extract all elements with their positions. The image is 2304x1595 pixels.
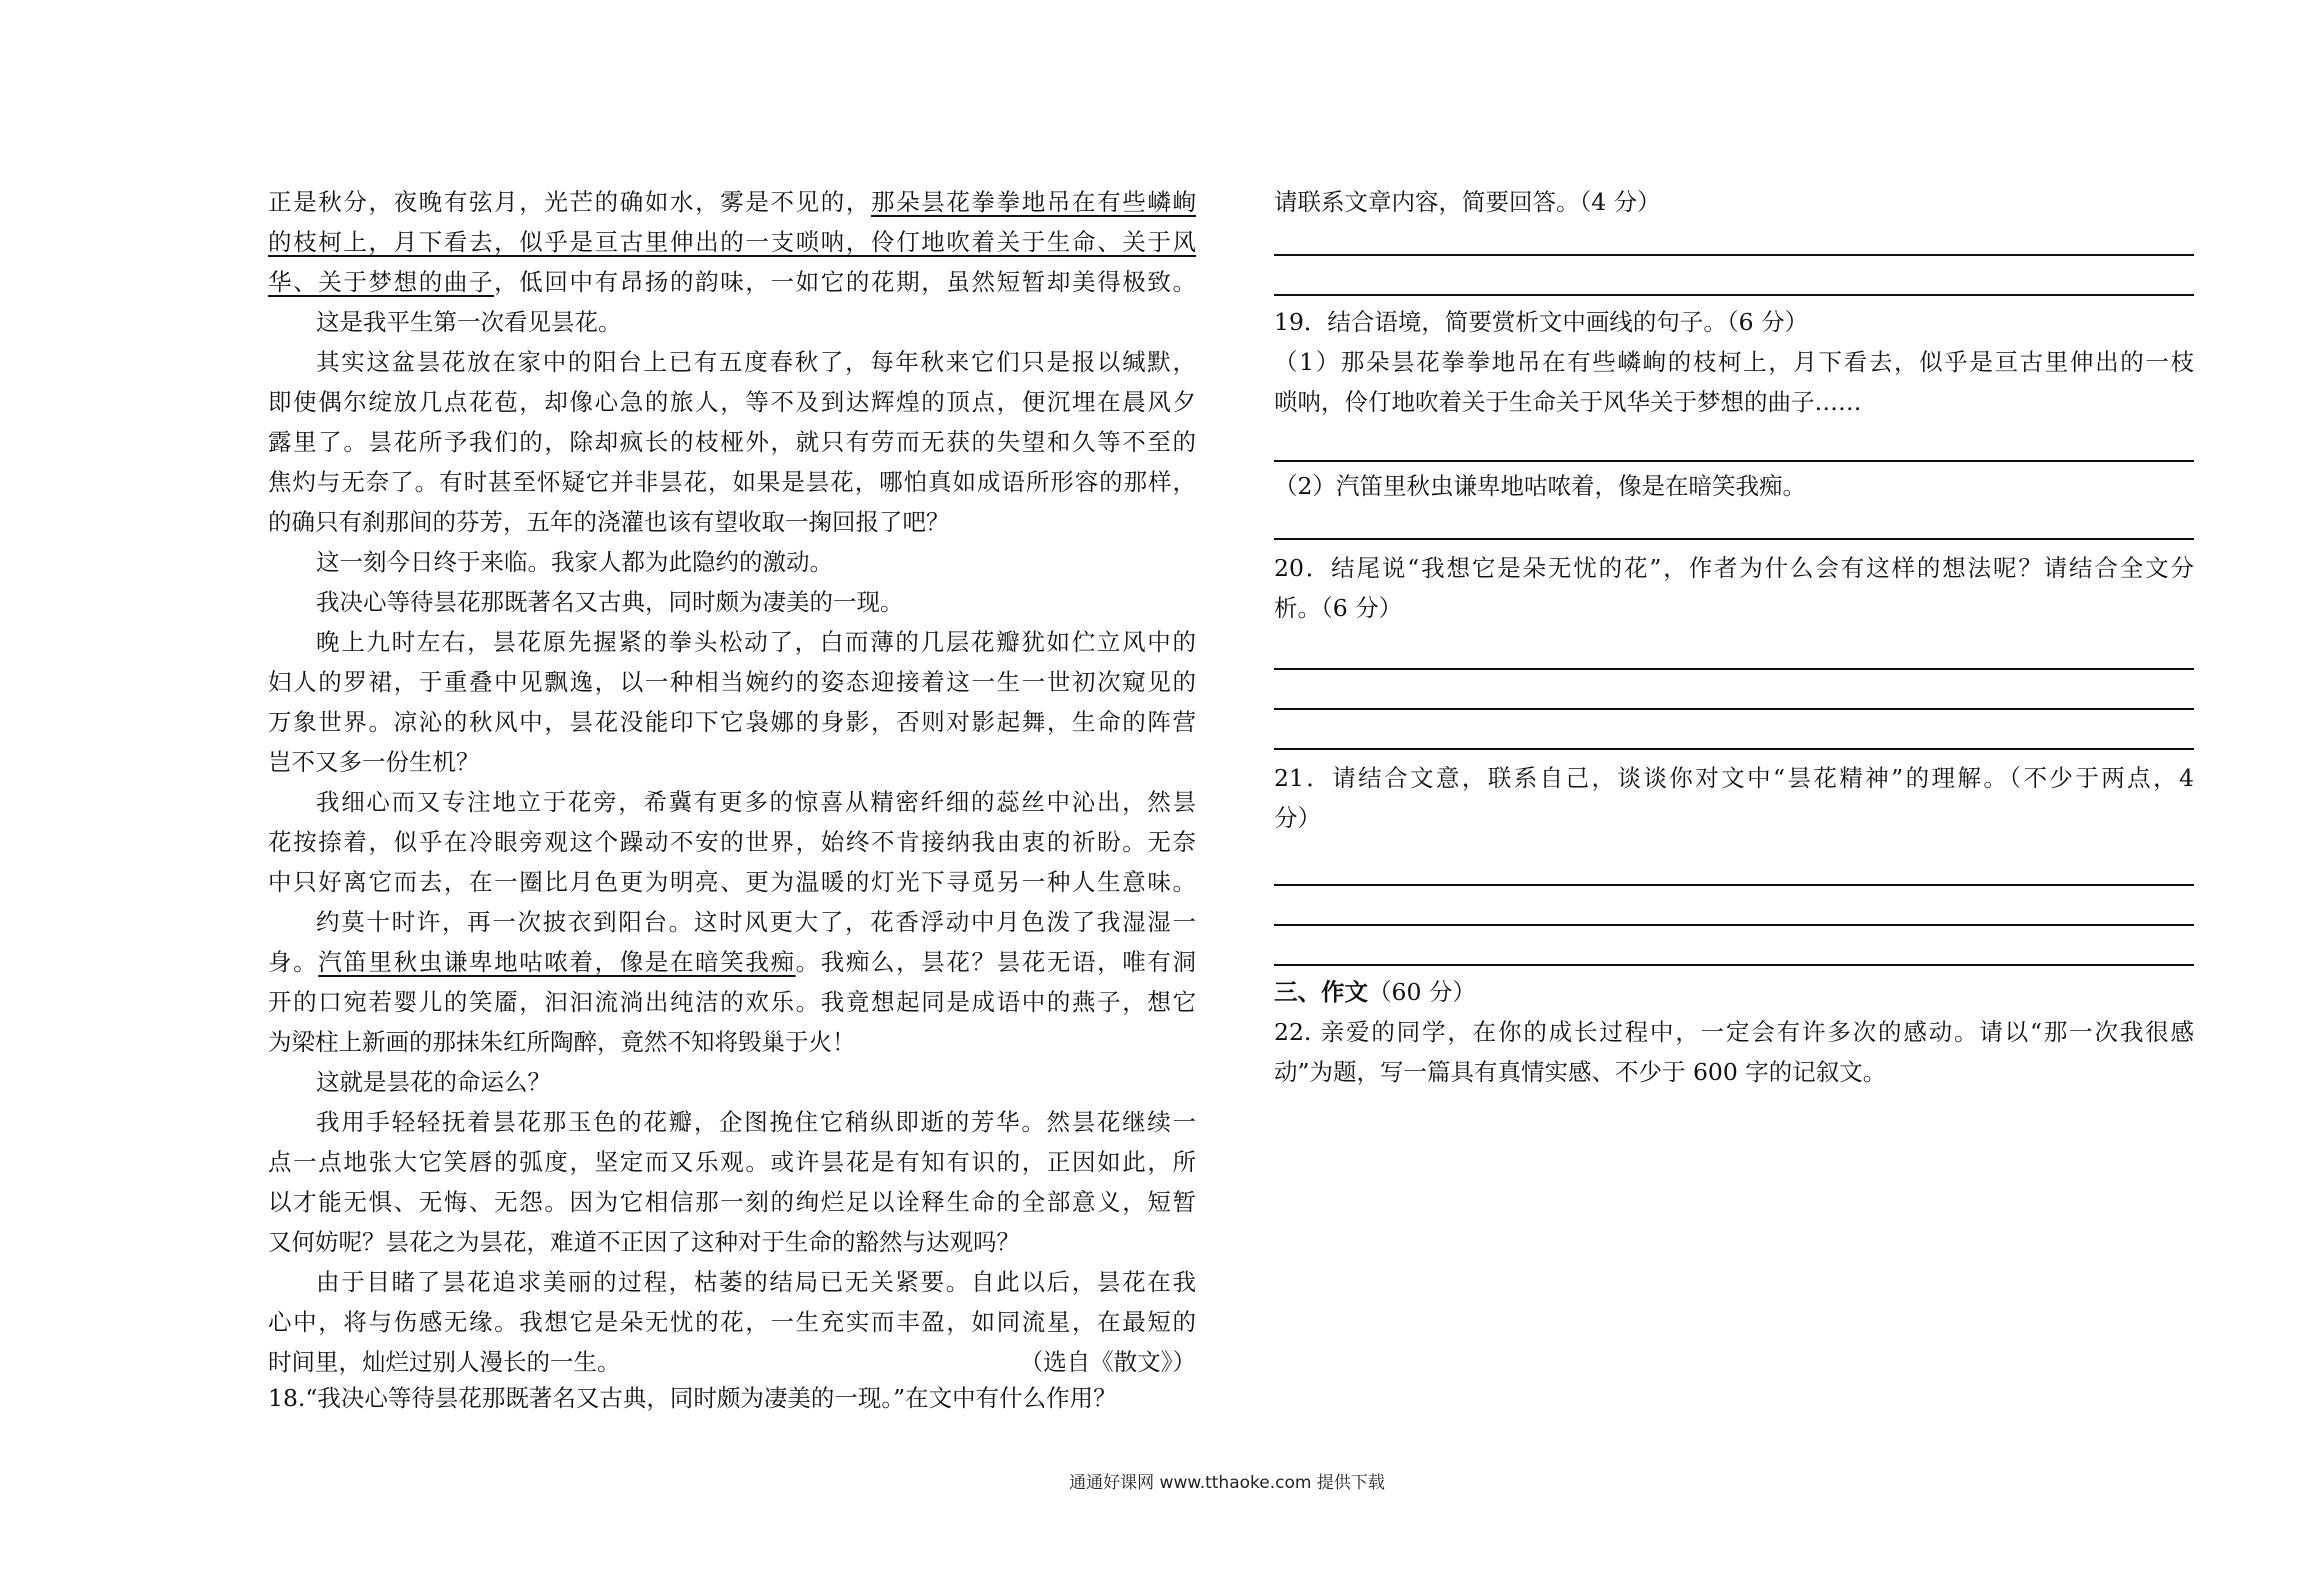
answer-line[interactable] xyxy=(1274,886,2194,926)
passage-text: 身。 xyxy=(268,948,319,976)
question-19-1: （1）那朵昙花拳拳地吊在有些嶙峋的枝柯上，月下看去，似乎是亘古里伸出的一枝 xyxy=(1274,348,2194,376)
passage-line: 妇人的罗裙，于重叠中见飘逸，以一种相当婉约的姿态迎接着这一生一世初次窥见的 xyxy=(268,668,1196,696)
passage-line xyxy=(268,1342,1196,1382)
passage-line: 的确只有刹那间的芬芳，五年的浇灌也该有望收取一掬回报了吧？ xyxy=(268,508,950,536)
passage-text: 。我痴么，昙花？昙花无语，唯有洞 xyxy=(795,948,1196,976)
passage-line xyxy=(268,182,1196,222)
section-3-heading xyxy=(1274,972,2194,1012)
answer-line[interactable] xyxy=(1274,838,2194,886)
question-22: 22. 亲爱的同学，在你的成长过程中，一定会有许多次的感动。请以“那一次我很感 xyxy=(1274,1018,2194,1046)
question-21: 21．请结合文意，联系自己，谈谈你对文中“昙花精神”的理解。（不少于两点，4 xyxy=(1274,764,2194,792)
passage-line: 我细心而又专注地立于花旁，希冀有更多的惊喜从精密纤细的蕊丝中沁出，然昙 xyxy=(316,788,1196,816)
passage-line: 花按捺着，似乎在冷眼旁观这个躁动不安的世界，始终不肯接纳我由衷的祈盼。无奈 xyxy=(268,828,1196,856)
passage-text: 时间里，灿烂过别人漫长的一生。 xyxy=(268,1348,621,1376)
passage-line xyxy=(268,942,1196,982)
passage-line: 开的口宛若婴儿的笑靥，汩汩流淌出纯洁的欢乐。我竟想起同是成语中的燕子，想它 xyxy=(268,988,1196,1016)
answer-line[interactable] xyxy=(1274,256,2194,296)
passage-line: 晚上九时左右，昙花原先握紧的拳头松动了，白而薄的几层花瓣犹如伫立风中的 xyxy=(316,628,1196,656)
passage-text: 正是秋分，夜晚有弦月，光芒的确如水，雾是不见的， xyxy=(268,188,871,216)
answer-line[interactable] xyxy=(1274,628,2194,670)
passage-column xyxy=(268,182,1196,1418)
questions-column xyxy=(1274,182,2194,1092)
passage-line: 这是我平生第一次看见昙花。 xyxy=(316,308,622,336)
passage-line: 约莫十时许，再一次披衣到阳台。这时风更大了，花香浮动中月色泼了我湿湿一 xyxy=(316,908,1196,936)
question-19-1-cont: 唢呐，伶仃地吹着关于生命关于风华关于梦想的曲子…… xyxy=(1274,388,1862,416)
question-19-2: （2）汽笛里秋虫谦卑地咕哝着，像是在暗笑我痴。 xyxy=(1274,472,1806,500)
passage-line: 我用手轻轻抚着昙花那玉色的花瓣，企图挽住它稍纵即逝的芳华。然昙花继续一 xyxy=(316,1108,1196,1136)
passage-line: 为梁柱上新画的那抹朱红所陶醉，竟然不知将毁巢于火！ xyxy=(268,1028,856,1056)
passage-line: 这一刻今日终于来临。我家人都为此隐约的激动。 xyxy=(316,548,833,576)
question-21-cont: 分） xyxy=(1274,804,1321,832)
passage-line: 点一点地张大它笑唇的弧度，坚定而又乐观。或许昙花是有知有识的，正因如此，所 xyxy=(268,1148,1196,1176)
passage-line xyxy=(268,222,1196,262)
passage-line: 万象世界。凉沁的秋风中，昙花没能印下它袅娜的身影，否则对影起舞，生命的阵营 xyxy=(268,708,1196,736)
passage-line: 其实这盆昙花放在家中的阳台上已有五度春秋了，每年秋来它们只是报以缄默， xyxy=(316,348,1196,376)
underlined-sentence-1: 华、关于梦想的曲子 xyxy=(268,268,495,296)
passage-line: 露里了。昙花所予我们的，除却疯长的枝桠外，就只有劳而无获的失望和久等不至的 xyxy=(268,428,1196,456)
answer-line[interactable] xyxy=(1274,926,2194,966)
passage-line: 又何妨呢？昙花之为昙花，难道不正因了这种对于生命的豁然与达观吗？ xyxy=(268,1228,1020,1256)
answer-line[interactable] xyxy=(1274,222,2194,256)
passage-line: 即使偶尔绽放几点花苞，却像心急的旅人，等不及到达辉煌的顶点，便沉埋在晨风夕 xyxy=(268,388,1196,416)
answer-line[interactable] xyxy=(1274,422,2194,462)
passage-line xyxy=(268,262,1196,302)
underlined-sentence-2: 汽笛里秋虫谦卑地咕哝着，像是在暗笑我痴 xyxy=(318,948,796,976)
page-footer: 通通好课网 www.tthaoke.com 提供下载 xyxy=(1069,1473,1385,1493)
question-18: 18.“我决心等待昙花那既著名又古典，同时颇为凄美的一现。”在文中有什么作用？ xyxy=(268,1384,1117,1412)
passage-line: 这就是昙花的命运么？ xyxy=(316,1068,551,1096)
passage-line: 焦灼与无奈了。有时甚至怀疑它并非昙花，如果是昙花，哪怕真如成语所形容的那样， xyxy=(268,468,1196,496)
answer-line[interactable] xyxy=(1274,710,2194,750)
underlined-sentence-1: 的枝柯上，月下看去，似乎是亘古里伸出的一支唢呐，伶仃地吹着关于生命、关于风 xyxy=(268,228,1196,256)
passage-line: 由于目睹了昙花追求美丽的过程，枯萎的结局已无关紧要。自此以后，昙花在我 xyxy=(316,1268,1196,1296)
passage-source: （选自《散文》） xyxy=(1019,1348,1196,1376)
passage-line: 我决心等待昙花那既著名又古典，同时颇为凄美的一现。 xyxy=(316,588,904,616)
underlined-sentence-1: 那朵昙花拳拳地吊在有些嶙峋 xyxy=(871,188,1196,216)
passage-line: 岂不又多一份生机？ xyxy=(268,748,480,776)
question-18-cont: 请联系文章内容，简要回答。（4 分） xyxy=(1274,188,1661,216)
question-20-cont: 析。（6 分） xyxy=(1274,594,1403,622)
section-3-title: 三、作文 xyxy=(1274,978,1368,1006)
passage-line: 中只好离它而去，在一圈比月色更为明亮、更为温暖的灯光下寻觅另一种人生意味。 xyxy=(268,868,1196,896)
passage-line: 心中，将与伤感无缘。我想它是朵无忧的花，一生充实而丰盈，如同流星，在最短的 xyxy=(268,1308,1196,1336)
answer-line[interactable] xyxy=(1274,670,2194,710)
passage-text: ，低回中有昂扬的韵味，一如它的花期，虽然短暂却美得极致。 xyxy=(494,268,1196,296)
question-20: 20．结尾说“我想它是朵无忧的花”，作者为什么会有这样的想法呢？请结合全文分 xyxy=(1274,554,2194,582)
question-22-cont: 动”为题，写一篇具有真情实感、不少于 600 字的记叙文。 xyxy=(1274,1058,1887,1086)
question-19: 19．结合语境，简要赏析文中画线的句子。（6 分） xyxy=(1274,308,1809,336)
section-3-score: （60 分） xyxy=(1368,978,1476,1006)
passage-line: 以才能无惧、无悔、无怨。因为它相信那一刻的绚烂足以诠释生命的全部意义，短暂 xyxy=(268,1188,1196,1216)
answer-line[interactable] xyxy=(1274,506,2194,540)
